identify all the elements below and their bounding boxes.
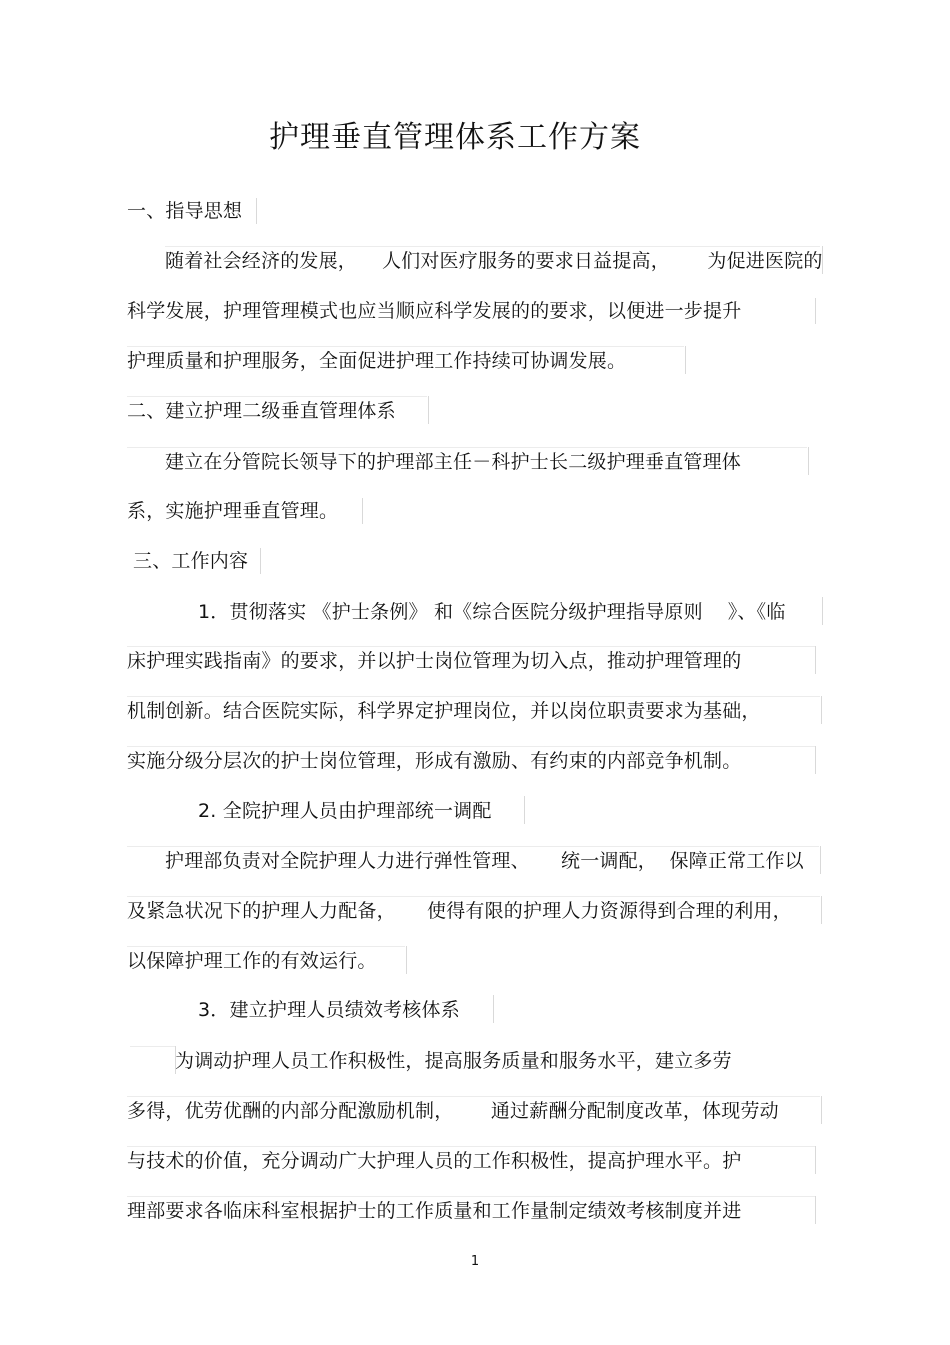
document-title: 护理垂直管理体系工作方案	[269, 120, 641, 155]
line-separator	[822, 246, 823, 274]
line-rule	[127, 1196, 815, 1197]
line-separator	[175, 1046, 176, 1074]
line-separator	[815, 746, 816, 774]
paragraph-line: 理部要求各临床科室根据护士的工作质量和工作量制定绩效考核制度并进	[127, 1200, 742, 1222]
paragraph-line: 1．贯彻落实 《护士条例》 和《综合医院分级护理指导原则 》、《临	[198, 601, 786, 623]
paragraph-line: 床护理实践指南》的要求，并以护士岗位管理为切入点，推动护理管理的	[127, 650, 742, 672]
page-number: 1	[470, 1254, 480, 1269]
line-rule	[127, 646, 815, 647]
line-separator	[822, 597, 823, 625]
paragraph-line: 及紧急状况下的护理人力配备， 使得有限的护理人力资源得到合理的利用，	[127, 900, 792, 922]
line-rule	[127, 846, 819, 847]
paragraph-line: 护理质量和护理服务，全面促进护理工作持续可协调发展。	[127, 350, 627, 372]
paragraph-line: 与技术的价值，充分调动广大护理人员的工作积极性，提高护理水平。护	[127, 1150, 742, 1172]
section-heading-two-level-system: 二、建立护理二级垂直管理体系	[127, 400, 396, 422]
line-separator	[524, 796, 525, 824]
line-rule	[127, 946, 405, 947]
section-heading-guiding-ideology: 一、指导思想	[127, 200, 243, 222]
paragraph-line: 实施分级分层次的护士岗位管理，形成有激励、有约束的内部竞争机制。	[127, 750, 742, 772]
line-rule	[127, 346, 684, 347]
paragraph-line: 科学发展，护理管理模式也应当顺应科学发展的的要求，以便进一步提升	[127, 300, 742, 322]
paragraph-line: 以保障护理工作的有效运行。	[127, 950, 377, 972]
line-rule	[127, 1096, 820, 1097]
line-separator	[406, 946, 407, 974]
line-separator	[815, 1146, 816, 1174]
line-rule	[165, 246, 820, 247]
paragraph-line: 建立在分管院长领导下的护理部主任－科护士长二级护理垂直管理体	[165, 451, 742, 473]
line-separator	[821, 896, 822, 924]
line-separator	[821, 1096, 822, 1124]
line-rule	[127, 896, 820, 897]
paragraph-line: 机制创新。结合医院实际，科学界定护理岗位，并以岗位职责要求为基础，	[127, 700, 761, 722]
line-rule	[130, 1046, 175, 1047]
line-rule	[127, 1146, 815, 1147]
line-separator	[815, 298, 816, 324]
line-separator	[428, 396, 429, 424]
line-separator	[808, 447, 809, 475]
subsection-heading-unified-allocation: 2. 全院护理人员由护理部统一调配	[198, 800, 492, 822]
paragraph-line: 随着社会经济的发展， 人们对医疗服务的要求日益提高， 为促进医院的	[165, 250, 823, 272]
line-rule	[127, 396, 427, 397]
line-separator	[256, 198, 257, 224]
paragraph-line: 多得，优劳优酬的内部分配激励机制， 通过薪酬分配制度改革，体现劳动	[127, 1100, 779, 1122]
line-separator	[820, 846, 821, 874]
line-separator	[815, 646, 816, 674]
line-separator	[260, 548, 261, 574]
line-rule	[127, 696, 820, 697]
paragraph-line: 护理部负责对全院护理人力进行弹性管理、 统一调配， 保障正常工作以	[165, 850, 804, 872]
subsection-heading-performance-appraisal: 3．建立护理人员绩效考核体系	[198, 999, 460, 1021]
paragraph-line: 系，实施护理垂直管理。	[127, 500, 339, 522]
line-rule	[127, 746, 815, 747]
line-separator	[685, 346, 686, 374]
line-separator	[821, 696, 822, 724]
section-heading-work-content: 三、工作内容	[133, 550, 249, 572]
line-separator	[815, 1196, 816, 1224]
line-separator	[362, 498, 363, 524]
line-rule	[127, 447, 807, 448]
paragraph-line: 为调动护理人员工作积极性，提高服务质量和服务水平，建立多劳	[175, 1050, 732, 1072]
line-separator	[493, 995, 494, 1023]
